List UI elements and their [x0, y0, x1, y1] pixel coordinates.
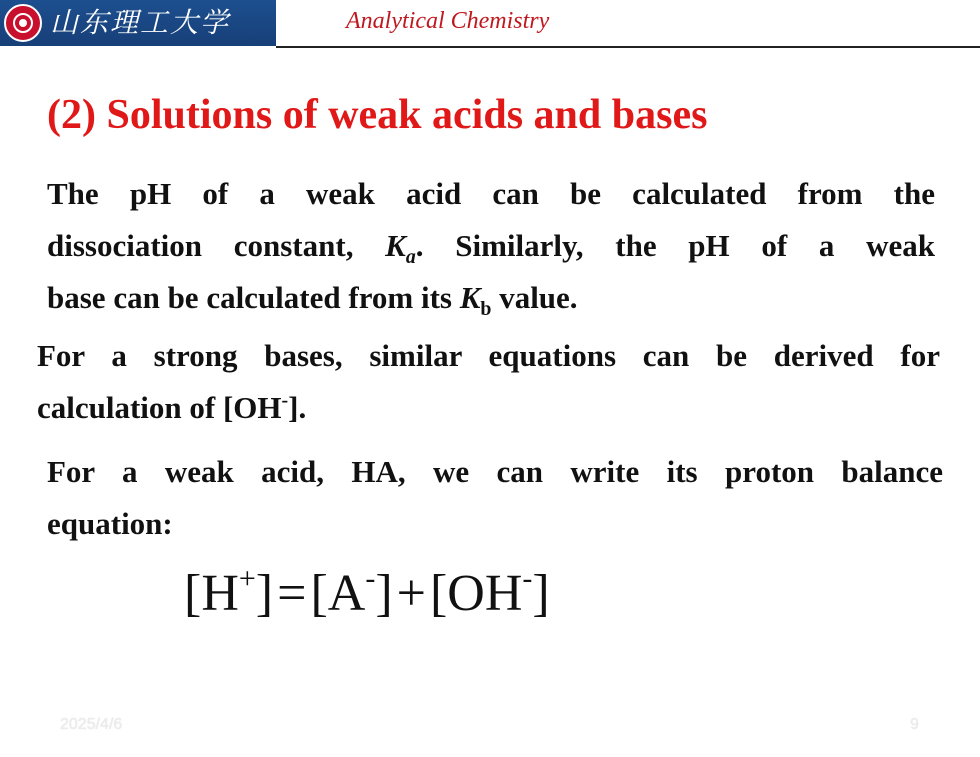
- slide-heading: (2) Solutions of weak acids and bases: [47, 92, 708, 138]
- paragraph-line: For a strong bases, similar equations can be derived for: [37, 338, 940, 373]
- paragraph-line: equation:: [47, 506, 173, 541]
- university-seal-icon: [4, 4, 42, 42]
- paragraph-weak-acid-base: [47, 168, 935, 324]
- paragraph-line: dissociation constant, $K_a$. Similarly, the pH of a weak: [47, 228, 936, 269]
- header-banner: [0, 0, 276, 46]
- paragraph-line: The pH of a weak acid can be calculated from the: [47, 176, 935, 211]
- course-title: Analytical Chemistry: [346, 8, 550, 34]
- paragraph-line: calculation of [OH-].: [37, 389, 307, 425]
- university-name: 山东理工大学: [50, 6, 231, 39]
- proton-balance-equation: [H+]=[A-]+[OH-]: [184, 562, 550, 622]
- paragraph-proton-balance: [47, 446, 943, 550]
- paragraph-strong-bases: [37, 330, 940, 434]
- paragraph-line: For a weak acid, HA, we can write its proton balance: [47, 454, 943, 489]
- header-divider: [276, 46, 980, 48]
- kb-symbol: K: [459, 280, 481, 315]
- page-number: 9: [910, 716, 919, 733]
- ka-symbol: $K_a$: [385, 228, 416, 269]
- paragraph-line: base can be calculated from its $K_b$ value.: [47, 280, 578, 321]
- footer-date: 2025/4/6: [60, 716, 123, 733]
